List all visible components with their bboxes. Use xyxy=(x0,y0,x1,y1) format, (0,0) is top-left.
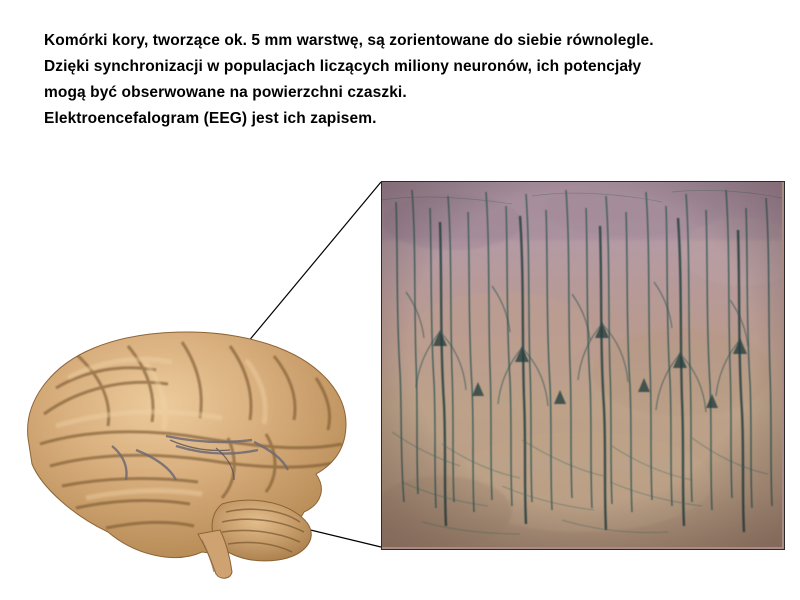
text-line-1: Komórki kory, tworzące ok. 5 mm warstwę, są zorientowane do siebie równolegle. xyxy=(44,32,654,49)
text-line-3: mogą być obserwowane na powierzchni czaszki. xyxy=(44,84,407,101)
cortex-micrograph xyxy=(381,181,785,550)
cortex-micrograph-image xyxy=(382,182,782,547)
brain-photograph xyxy=(16,318,364,580)
brain-photograph-image xyxy=(16,318,364,580)
text-line-2: Dzięki synchronizacji w populacjach liczących miliony neuronów, ich potencjały xyxy=(44,58,642,75)
slide-text-block xyxy=(44,28,764,132)
text-line-4: Elektroencefalogram (EEG) jest ich zapisem. xyxy=(44,110,377,127)
